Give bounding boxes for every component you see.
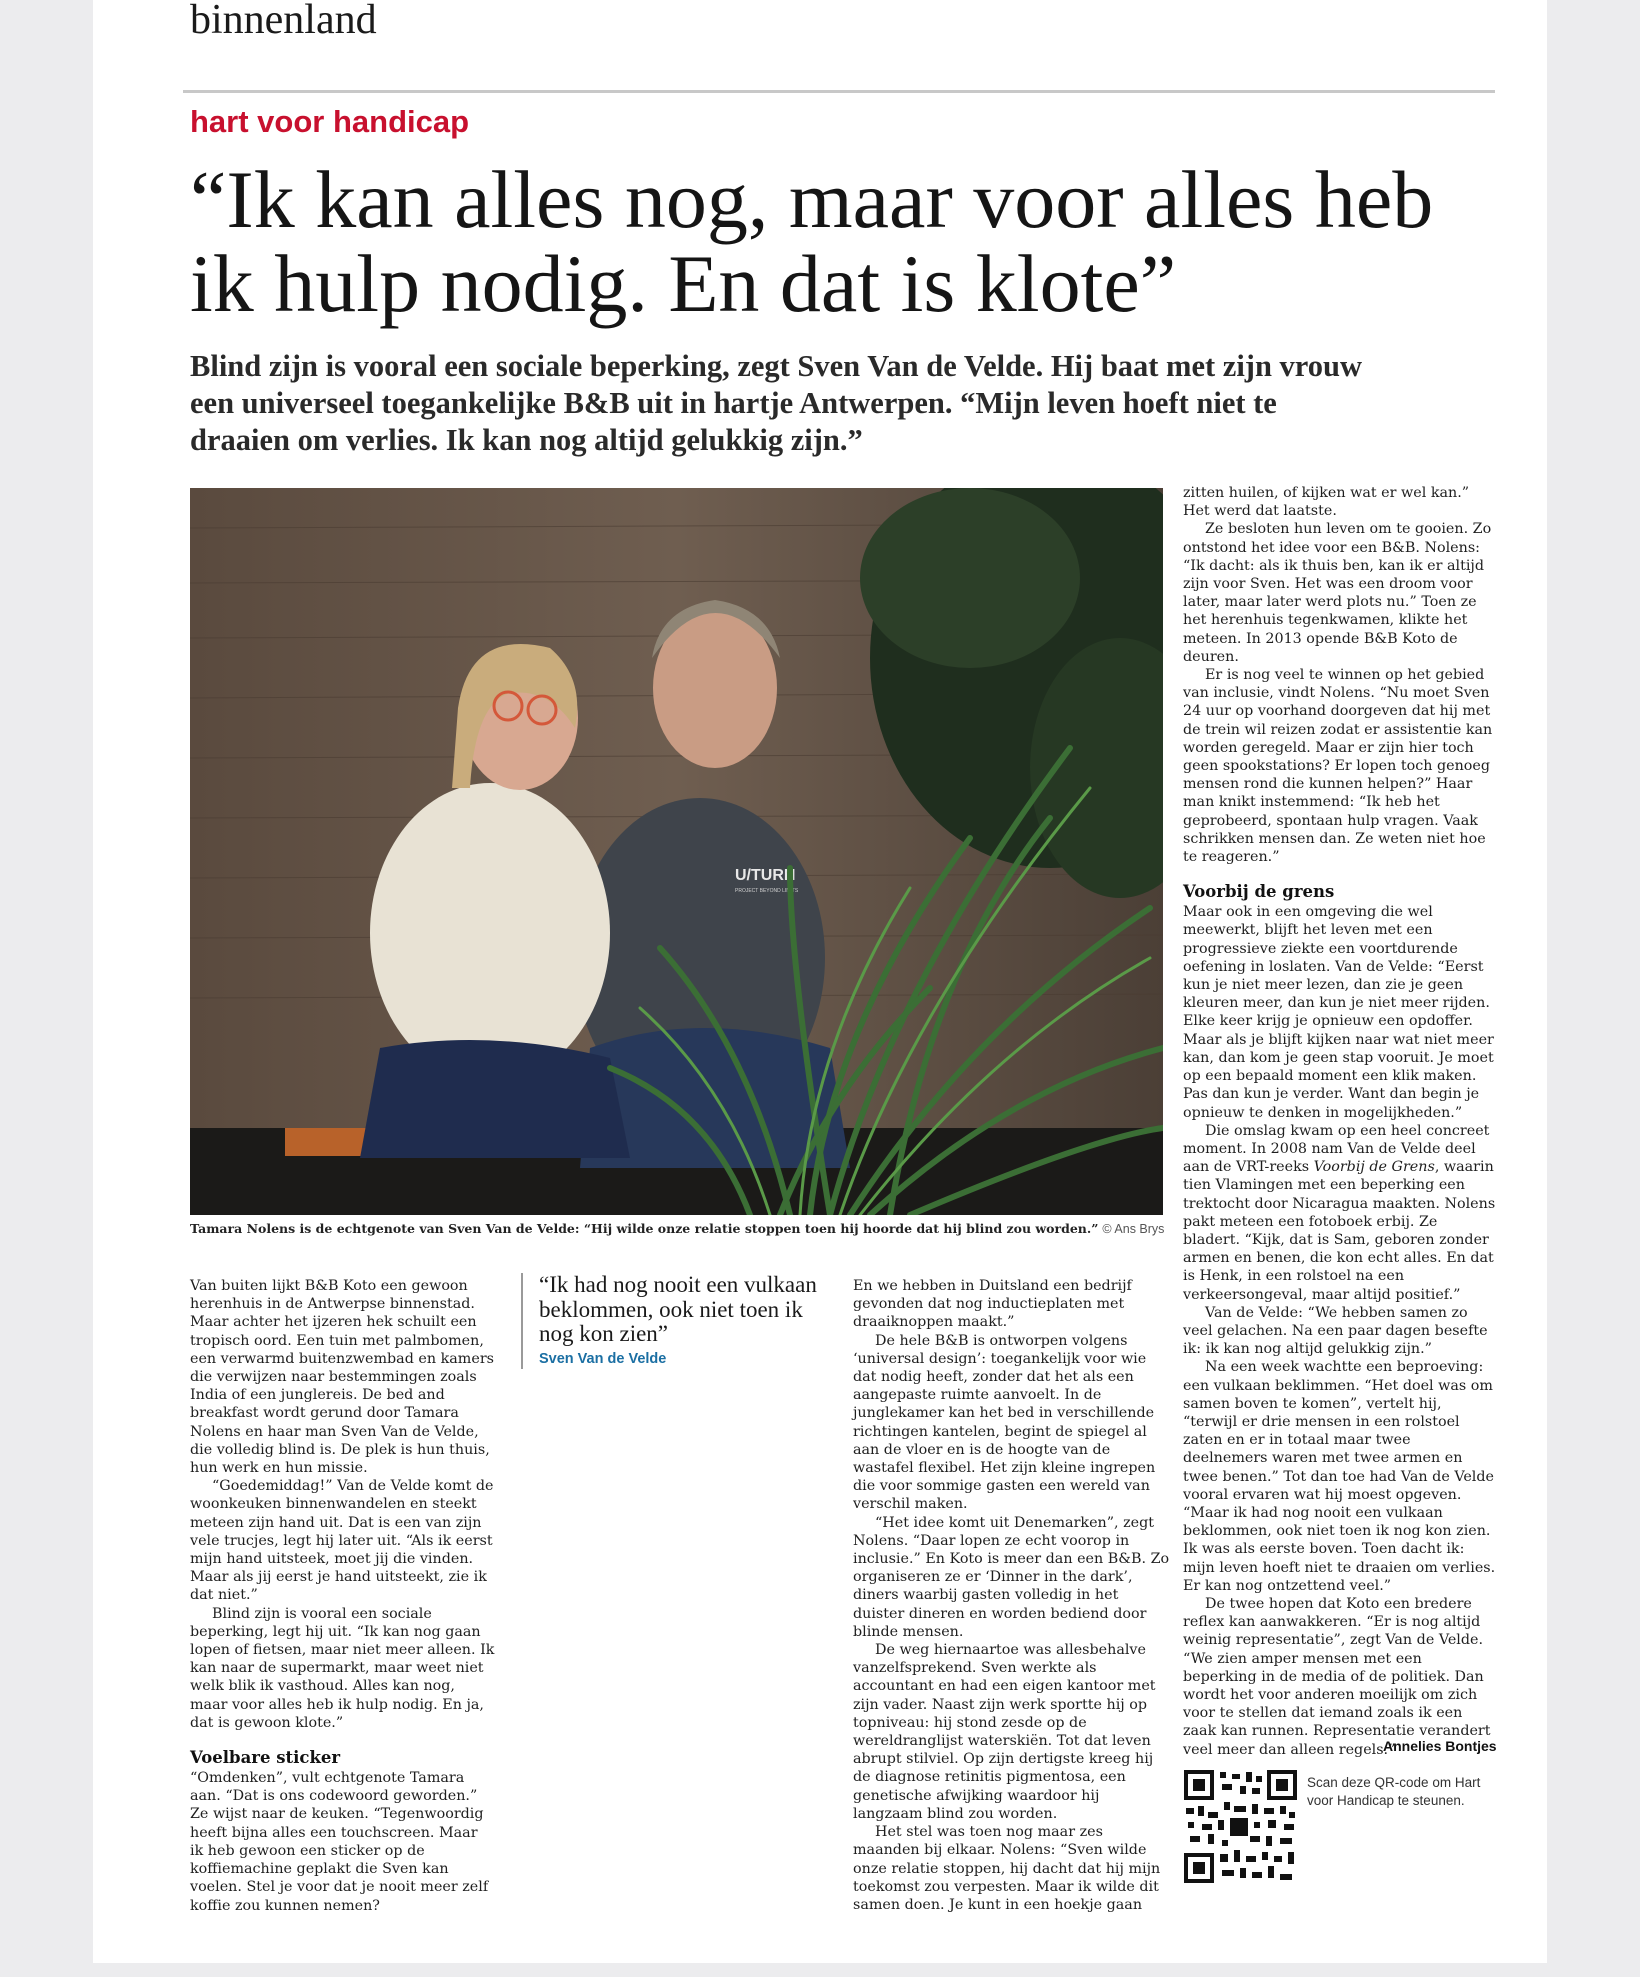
paragraph: De weg hiernaartoe was allesbehalve vanzelfsprekend. Sven werkte als accountant en had een eigen kantoor met zijn vader. Naast zijn werk sportte hij op topniveau: hij stond zesde op de wereldranglijst waterskiën. Tot dat leven abrupt stilviel. Op zijn dertigste kreeg hij de diagnose retinitis pigmentosa, een genetische afwijking waardoor hij langzaam blind zou worden. xyxy=(853,1642,1156,1822)
article-photo xyxy=(190,488,1163,1215)
section-label: binnenland xyxy=(190,0,377,43)
hoodie-print: U/TURN xyxy=(735,867,796,884)
lead-paragraph: Blind zijn is vooral een sociale beperking, zegt Sven Van de Velde. Hij baat met zijn vrouw een universeel toegankelijke B&B uit in hartje Antwerpen. “Mijn leven hoeft niet te draaien om verlies. Ik kan nog altijd gelukkig zijn.” xyxy=(190,349,1363,457)
photo-credit: © Ans Brys xyxy=(1102,1222,1165,1236)
article-column-1 xyxy=(190,1277,495,1915)
paragraph: Er is nog veel te winnen op het gebied van inclusie, vindt Nolens. “Nu moet Sven 24 uur op voorhand doorgeven dat hij met de trein wil reizen zodat er assistentie kan worden geregeld. Maar er zijn hier toch geen spookstations? Er lopen toch genoeg mensen rond die kunnen helpen?” Haar man knikt instemmend: “Ik heb het geprobeerd, spontaan hulp vragen. Vaak schrikken mensen dan. Ze weten niet hoe te reageren.” xyxy=(1183,667,1493,866)
headline: “Ik kan alles nog, maar voor alles heb ik hulp nodig. En dat is klote” xyxy=(190,154,1434,329)
pull-quote-attribution: Sven Van de Velde xyxy=(539,1350,667,1367)
subheading: Voorbij de grens xyxy=(1183,882,1335,902)
paragraph-part: Die omslag kwam op een heel concreet moment. In 2008 nam Van de Velde deel aan de VRT-reeks xyxy=(1183,1122,1490,1176)
paragraph xyxy=(1183,1122,1498,1304)
paragraph: De hele B&B is ontworpen volgens ‘universal design’: toegankelijk voor wie dat nodig heeft, zonder dat het als een aangepaste ruimte aanvoelt. In de junglekamer kan het bed in verschillende richtingen kantelen, begint de spiegel al aan de vloer en is de hoogte van de wastafel flexibel. Het zijn kleine ingrepen die voor sommige gasten een wereld van verschil maken. xyxy=(853,1332,1156,1513)
paragraph: “Omdenken”, vult echtgenote Tamara aan. “Dat is ons codewoord geworden.” Ze wijst naar de keuken. “Tegenwoordig heeft bijna alles een touchscreen. Maar ik heb gewoon een sticker op de koffiemachine geplakt die Sven kan voelen. Stel je voor dat je nooit meer zelf koffie zou kunnen nemen? xyxy=(190,1770,489,1914)
pull-quote-text: “Ik had nog nooit een vulkaan beklommen, ook niet toen ik nog kon zien” xyxy=(539,1272,817,1346)
paragraph: Maar ook in een omgeving die wel meewerkt, blijft het leven met een progressieve ziekte een voortdurende oefening in loslaten. Van de Velde: “Eerst kun je niet meer lezen, dan zie je geen kleuren meer, dan kun je niet meer rijden. Elke keer krijg je opnieuw een opdoffer. Maar als je blijft kijken naar wat niet meer kan, dan kom je geen stap vooruit. Je moet op een bepaald moment een klik maken. Pas dan kun je verder. Want dan begin je opnieuw te denken in mogelijkheden.” xyxy=(1183,904,1494,1121)
header-rule xyxy=(183,90,1495,93)
kicker: hart voor handicap xyxy=(190,104,470,139)
paragraph: Van buiten lijkt B&B Koto een gewoon herenhuis in de Antwerpse binnenstad. Maar achter het ijzeren hek schuilt een tropisch oord. Een tuin met palmbomen, een verwarmd buitenzwembad en kamers die verwijzen naar bestemmingen zoals India of een junglereis. De bed and breakfast wordt gerund door Tamara Nolens en haar man Sven Van de Velde, die volledig blind is. De plek is hun thuis, hun werk en hun missie. xyxy=(190,1278,494,1477)
article-column-3 xyxy=(853,1277,1173,1914)
subheading: Voelbare sticker xyxy=(190,1748,341,1768)
paragraph: “Goedemiddag!” Van de Velde komt de woonkeuken binnenwandelen en steekt meteen zijn hand uit. Dat is een van zijn vele trucjes, legt hij later uit. “Als ik eerst mijn hand uitsteek, moet jij die vinden. Maar als jij eerst je hand uitsteekt, zie ik dat niet.” xyxy=(190,1478,494,1604)
program-title: Voorbij de Grens xyxy=(1313,1159,1435,1176)
paragraph: Ze besloten hun leven om te gooien. Zo ontstond het idee voor een B&B. Nolens: “Ik dacht: als ik thuis ben, kan ik er altijd zijn voor Sven. Het was een droom voor later, maar later werd plots nu.” Toen ze het herenhuis tegenkwamen, klikte het meteen. In 2013 opende B&B Koto de deuren. xyxy=(1183,521,1492,665)
newspaper-page xyxy=(93,0,1547,1963)
caption-text: Tamara Nolens is de echtgenote van Sven Van de Velde: “Hij wilde onze relatie stoppen toen hij hoorde dat hij blind zou worden.” xyxy=(190,1221,1099,1236)
photo-illustration xyxy=(190,488,1163,1215)
hoodie-subprint: PROJECT BEYOND LIMITS xyxy=(735,888,799,894)
paragraph: Na een week wachtte een beproeving: een vulkaan beklimmen. “Het doel was om samen boven te komen”, vertelt hij, “terwijl er drie mensen in een rolstoel zaten en er in totaal maar twee deelnemers waren met twee armen en twee benen.” Tot dan toe had Van de Velde vooral ervaren wat hij moest opgeven. “Maar ik had nog nooit een vulkaan beklommen, ook niet toen ik nog kon zien. Ik was als eerste boven. Toen dacht ik: mijn leven hoeft niet te draaien om verlies. Er kan nog ontzettend veel.” xyxy=(1183,1359,1496,1594)
article-column-4 xyxy=(1183,484,1498,1759)
qr-code-icon[interactable] xyxy=(1184,1770,1297,1883)
paragraph: En we hebben in Duitsland een bedrijf gevonden dat nog inductieplaten met draaiknoppen maakt.” xyxy=(853,1278,1132,1331)
paragraph: Blind zijn is vooral een sociale beperking, legt hij uit. “Ik kan nog gaan lopen of fietsen, maar niet meer alleen. Ik kan naar de supermarkt, maar weet niet welk blik ik vasthoud. Alles kan nog, maar voor alles heb ik hulp nodig. En ja, dat is gewoon klote.” xyxy=(190,1605,495,1731)
paragraph-part: , waarin tien Vlamingen met een beperking een trektocht door Nicaragua maakten. Nolens pakt meteen een fotoboek erbij. Ze bladert. “Kijk, dat is Sam, geboren zonder armen en benen, die kon echt alles. En dat is Henk, in een rolstoel na een verkeersongeval, maar altijd positief.” xyxy=(1183,1159,1496,1303)
photo-caption xyxy=(190,1221,1190,1237)
pull-quote xyxy=(521,1273,839,1369)
paragraph: Van de Velde: “We hebben samen zo veel gelachen. Na een paar dagen besefte ik: ik kan nog altijd gelukkig zijn.” xyxy=(1183,1304,1488,1358)
author-byline: Annelies Bontjes xyxy=(1383,1738,1497,1754)
paragraph: “Het idee komt uit Denemarken”, zegt Nolens. “Daar lopen ze echt voorop in inclusie.” En Koto is meer dan een B&B. Zo organiseren ze er ‘Dinner in the dark’, diners waarbij gasten volledig in het duister dineren en worden bediend door blinde mensen. xyxy=(853,1514,1170,1640)
paragraph: Het stel was toen nog maar zes maanden bij elkaar. Nolens: “Sven wilde onze relatie stoppen, hij dacht dat hij mijn toekomst zou verpesten. Maar ik wilde dit samen doen. Je kunt in een hoekje gaan xyxy=(853,1824,1161,1913)
paragraph: De twee hopen dat Koto een bredere reflex kan aanwakkeren. “Er is nog altijd weinig representatie”, zegt Van de Velde. “We zien amper mensen met een beperking in de media of de politiek. Dan wordt het voor anderen moeilijk om zich voor te stellen dat iemand zoals ik een zaak kan runnen. Representatie verandert veel meer dan alleen regels.” xyxy=(1183,1595,1491,1758)
qr-code-text: Scan deze QR-code om Hart voor Handicap te steunen. xyxy=(1307,1775,1481,1808)
paragraph: zitten huilen, of kijken wat er wel kan.” Het werd dat laatste. xyxy=(1183,485,1470,520)
